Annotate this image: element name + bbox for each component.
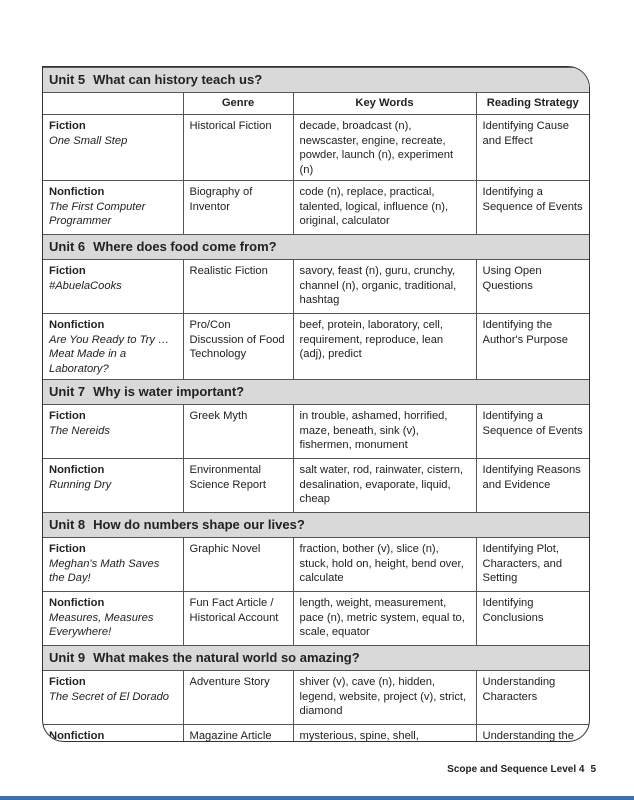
selection-title: Meghan's Math Saves the Day! [49, 557, 160, 584]
column-header-row [43, 93, 589, 115]
unit-number: Unit 9 [49, 649, 86, 665]
selection-cell [43, 459, 183, 513]
unit-question: How do numbers shape our lives? [93, 516, 305, 532]
selection-title: The Secret of El Dorado [49, 690, 170, 703]
genre-cell: Environmental Science Report [183, 459, 293, 513]
unit-question: What makes the natural world so amazing? [93, 649, 360, 665]
selection-cell [43, 314, 183, 380]
unit-header-row [43, 68, 589, 93]
reading-strategy-cell: Identifying a Sequence of Events [476, 405, 589, 459]
selection-cell [43, 725, 183, 743]
scope-sequence-card [42, 66, 590, 742]
unit-number: Unit 5 [49, 71, 86, 87]
unit-question: What can history teach us? [93, 71, 263, 87]
reading-strategy-cell: Identifying Plot, Characters, and Setting [476, 538, 589, 592]
selection-title: One Small Step [49, 134, 128, 147]
genre-cell: Pro/Con Discussion of Food Technology [183, 314, 293, 380]
selection-title: Are You Ready to Try … Meat Made in a Laboratory? [49, 333, 170, 375]
blank-header [43, 93, 183, 115]
key-words-cell: fraction, bother (v), slice (n), stuck, hold on, height, bend over, calculate [293, 538, 476, 592]
genre-cell: Biography of Inventor [183, 181, 293, 235]
key-words-cell: shiver (v), cave (n), hidden, legend, website, project (v), strict, diamond [293, 671, 476, 725]
unit-heading [43, 68, 589, 93]
table-row [43, 538, 589, 592]
reading-strategy-cell: Identifying Reasons and Evidence [476, 459, 589, 513]
table-row [43, 459, 589, 513]
key-words-cell: savory, feast (n), guru, crunchy, channel (n), organic, traditional, hashtag [293, 260, 476, 314]
reading-strategy-cell: Identifying the Author's Purpose [476, 314, 589, 380]
unit-number: Unit 7 [49, 383, 86, 399]
selection-cell [43, 592, 183, 646]
key-words-cell: mysterious, spine, shell, [293, 725, 476, 743]
table-row [43, 181, 589, 235]
selection-cell [43, 538, 183, 592]
table-row [43, 671, 589, 725]
reading-strategy-cell: Using Open Questions [476, 260, 589, 314]
reading-strategy-cell: Identifying Conclusions [476, 592, 589, 646]
key-words-header: Key Words [293, 93, 476, 115]
genre-cell: Fun Fact Article / Historical Account [183, 592, 293, 646]
selection-type: Nonfiction [49, 319, 105, 331]
selection-cell [43, 671, 183, 725]
selection-type: Fiction [49, 120, 86, 132]
unit-number: Unit 8 [49, 516, 86, 532]
genre-cell: Adventure Story [183, 671, 293, 725]
genre-header: Genre [183, 93, 293, 115]
unit-header-row [43, 235, 589, 260]
unit-number: Unit 6 [49, 238, 86, 254]
genre-cell: Magazine Article [183, 725, 293, 743]
selection-title: Running Dry [49, 478, 112, 491]
reading-strategy-cell: Understanding Characters [476, 671, 589, 725]
unit-heading [43, 380, 589, 405]
unit-heading [43, 513, 589, 538]
table-row [43, 405, 589, 459]
unit-header-row [43, 646, 589, 671]
genre-cell: Historical Fiction [183, 115, 293, 181]
scope-sequence-table [43, 67, 589, 742]
unit-header-row [43, 513, 589, 538]
table-row [43, 592, 589, 646]
table-row [43, 115, 589, 181]
selection-cell [43, 181, 183, 235]
unit-heading [43, 235, 589, 260]
unit-question: Where does food come from? [93, 238, 277, 254]
unit-heading [43, 646, 589, 671]
table-row [43, 260, 589, 314]
selection-type: Fiction [49, 410, 86, 422]
key-words-cell: length, weight, measurement, pace (n), metric system, equal to, scale, equator [293, 592, 476, 646]
page-number: 5 [590, 764, 596, 775]
reading-strategy-cell: Identifying a Sequence of Events [476, 181, 589, 235]
key-words-cell: beef, protein, laboratory, cell, requirement, reproduce, lean (adj), predict [293, 314, 476, 380]
selection-title: The Nereids [49, 424, 110, 437]
genre-cell: Realistic Fiction [183, 260, 293, 314]
selection-type: Fiction [49, 265, 86, 277]
genre-cell: Greek Myth [183, 405, 293, 459]
selection-type: Fiction [49, 676, 86, 688]
unit-question: Why is water important? [93, 383, 245, 399]
selection-type: Nonfiction [49, 597, 105, 609]
key-words-cell: code (n), replace, practical, talented, logical, influence (n), original, calculator [293, 181, 476, 235]
key-words-cell: decade, broadcast (n), newscaster, engine, recreate, powder, launch (n), experiment (n) [293, 115, 476, 181]
selection-type: Nonfiction [49, 730, 105, 742]
table-row [43, 314, 589, 380]
selection-title: The First Computer Programmer [49, 200, 146, 227]
reading-strategy-header: Reading Strategy [476, 93, 589, 115]
table-row [43, 725, 589, 743]
reading-strategy-cell: Identifying Cause and Effect [476, 115, 589, 181]
selection-title: #AbuelaCooks [49, 279, 122, 292]
reading-strategy-cell: Understanding the [476, 725, 589, 743]
key-words-cell: salt water, rod, rainwater, cistern, desalination, evaporate, liquid, cheap [293, 459, 476, 513]
selection-cell [43, 260, 183, 314]
selection-type: Nonfiction [49, 186, 105, 198]
genre-cell: Graphic Novel [183, 538, 293, 592]
selection-cell [43, 115, 183, 181]
selection-type: Fiction [49, 543, 86, 555]
selection-cell [43, 405, 183, 459]
unit-header-row [43, 380, 589, 405]
key-words-cell: in trouble, ashamed, horrified, maze, beneath, sink (v), fishermen, monument [293, 405, 476, 459]
footer-label: Scope and Sequence Level 4 [447, 764, 585, 775]
bottom-accent-bar [0, 796, 634, 800]
selection-title: Measures, Measures Everywhere! [49, 611, 154, 638]
page-footer [447, 764, 596, 775]
selection-type: Nonfiction [49, 464, 105, 476]
